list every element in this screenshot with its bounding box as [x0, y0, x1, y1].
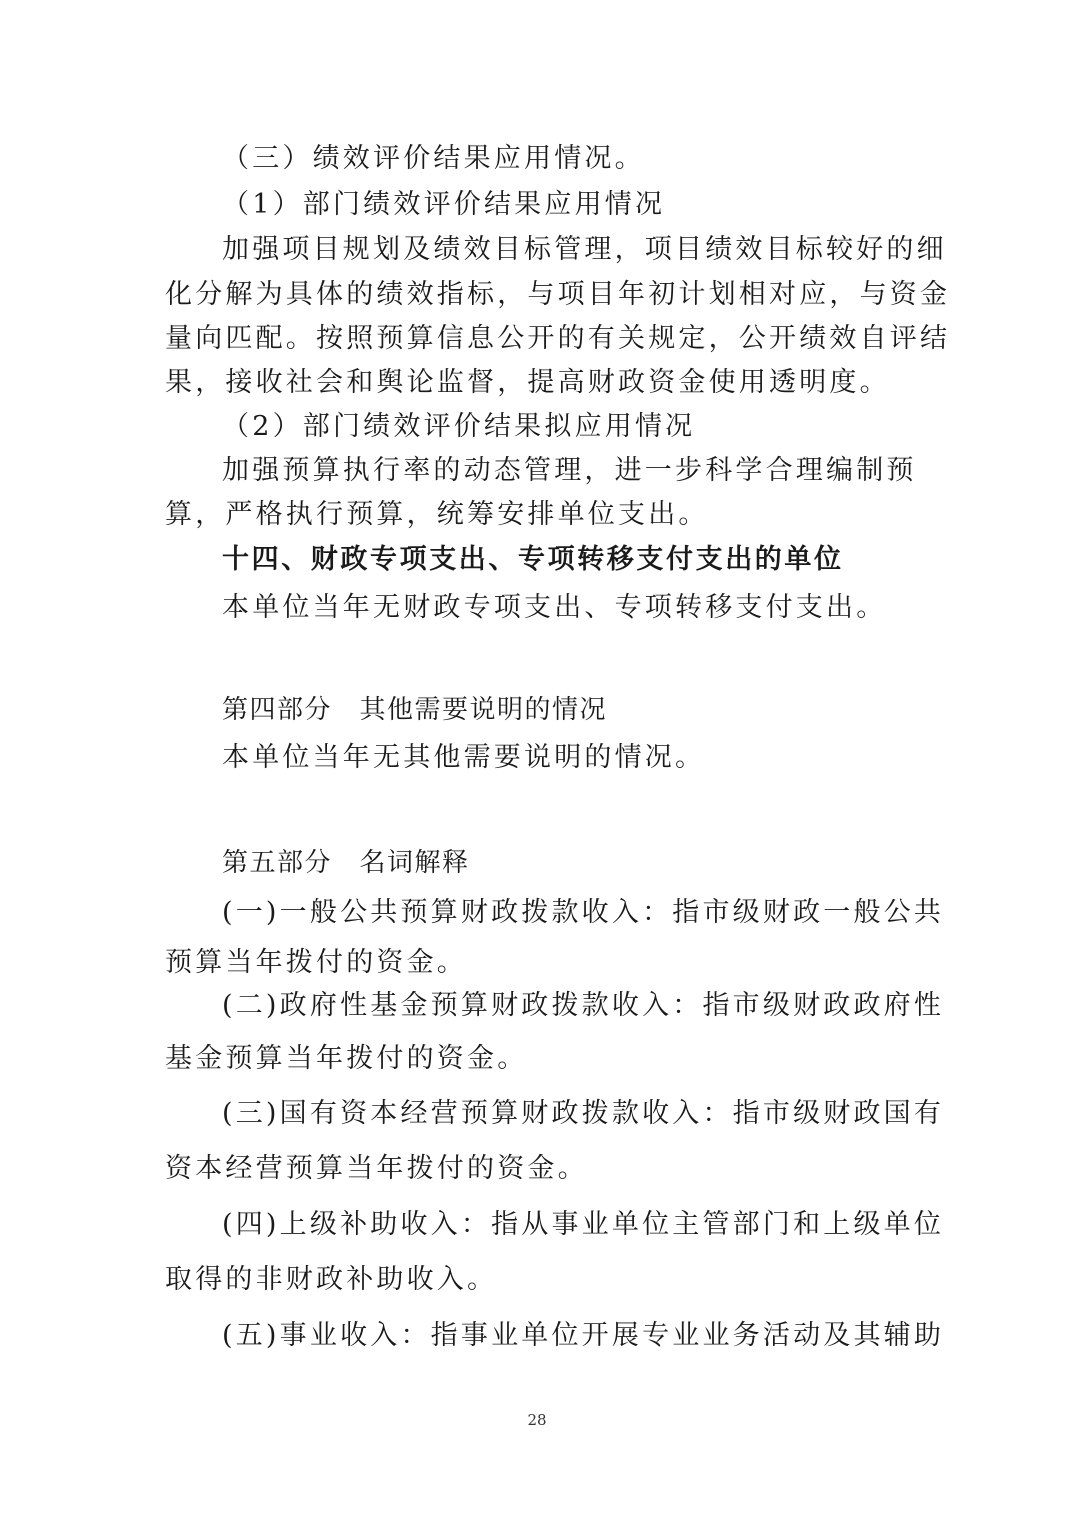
part-5-heading: 第五部分 名词解释: [222, 848, 470, 878]
paragraph-line: 果，接收社会和舆论监督，提高财政资金使用透明度。: [165, 367, 890, 398]
term-definition-line: (五)事业收入：指事业单位开展专业业务活动及其辅助: [222, 1320, 945, 1351]
section-14-body: 本单位当年无财政专项支出、专项转移支付支出。: [222, 592, 887, 623]
paragraph-line: 化分解为具体的绩效指标，与项目年初计划相对应，与资金: [165, 279, 951, 310]
page-number: 28: [527, 1411, 547, 1429]
paragraph-line: 加强预算执行率的动态管理，进一步科学合理编制预: [222, 455, 917, 486]
term-definition-line: (二)政府性基金预算财政拨款收入：指市级财政政府性: [222, 990, 945, 1021]
paragraph-line: 量向匹配。按照预算信息公开的有关规定，公开绩效自评结: [165, 323, 951, 354]
subsection-1-title: （1）部门绩效评价结果应用情况: [222, 189, 666, 220]
term-definition-line: 资本经营预算当年拨付的资金。: [165, 1153, 588, 1184]
term-definition-line: 基金预算当年拨付的资金。: [165, 1043, 528, 1074]
paragraph-line: 加强项目规划及绩效目标管理，项目绩效目标较好的细: [222, 234, 947, 265]
term-definition-line: (四)上级补助收入：指从事业单位主管部门和上级单位: [222, 1209, 945, 1240]
term-definition-line: (三)国有资本经营预算财政拨款收入：指市级财政国有: [222, 1098, 945, 1129]
section-3-title: （三）绩效评价结果应用情况。: [222, 143, 645, 174]
paragraph-line: 算，严格执行预算，统筹安排单位支出。: [165, 499, 709, 530]
term-definition-line: (一)一般公共预算财政拨款收入：指市级财政一般公共: [222, 897, 945, 928]
term-definition-line: 取得的非财政补助收入。: [165, 1264, 498, 1295]
subsection-2-title: （2）部门绩效评价结果拟应用情况: [222, 411, 696, 442]
section-14-heading: 十四、财政专项支出、专项转移支付支出的单位: [222, 544, 844, 575]
part-4-body: 本单位当年无其他需要说明的情况。: [222, 742, 706, 773]
part-4-heading: 第四部分 其他需要说明的情况: [222, 695, 608, 725]
term-definition-line: 预算当年拨付的资金。: [165, 947, 467, 978]
